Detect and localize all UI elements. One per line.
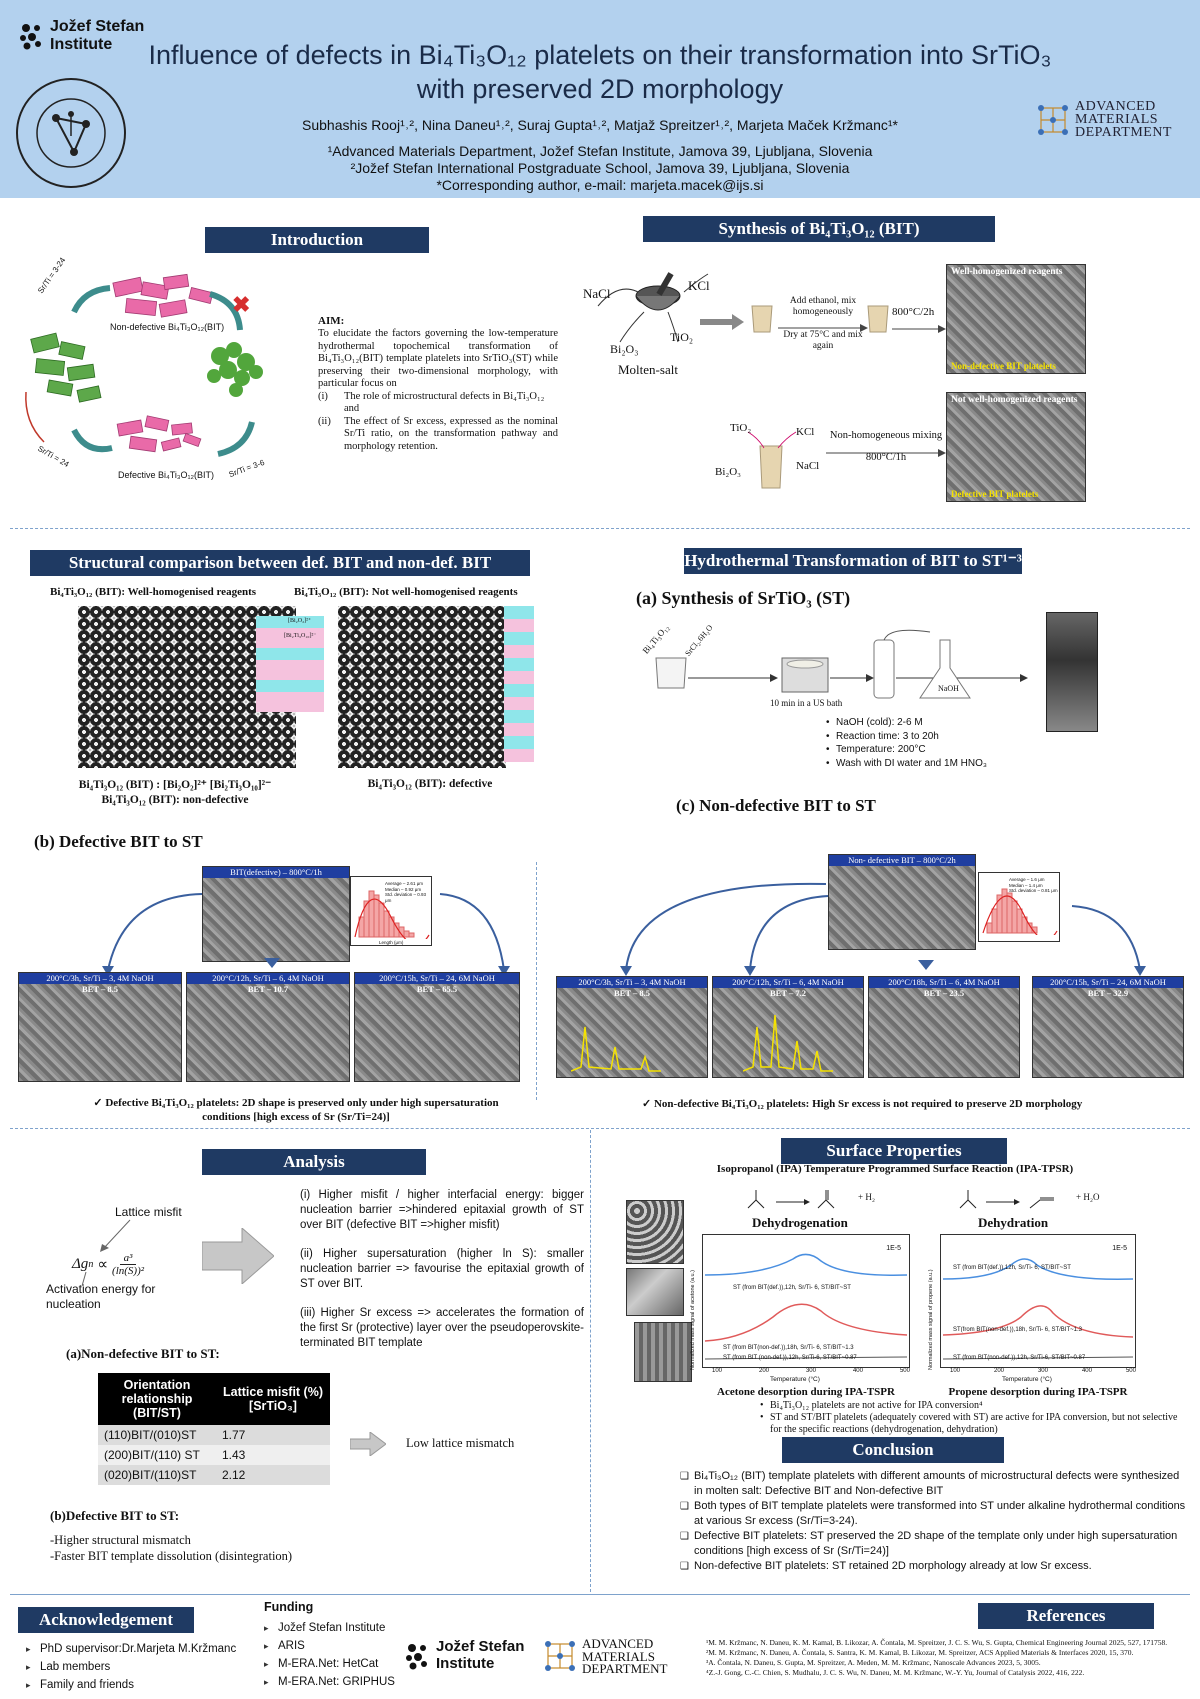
conclusion-item: ❑ Bi₄Ti₃O₁₂ (BIT) template platelets with different amounts of microstructural defects were synthesized in molten salt: Defective BIT and Non-defective BIT xyxy=(680,1469,1186,1499)
conclusion-item: ❑ Defective BIT platelets: ST preserved the 2D shape of the template only under high supersaturation conditions [high excess of Sr (Sr/Ti=24)] xyxy=(680,1529,1186,1559)
panel-condition: 200°C/15h, Sr/Ti – 24, 6M NaOH xyxy=(355,973,519,984)
process-arrow xyxy=(700,314,744,330)
amd-cube-icon xyxy=(1035,102,1071,138)
analysis-block-arrow xyxy=(202,1228,274,1284)
lattice-misfit-table xyxy=(98,1373,330,1485)
layer-bi2ti3o10 xyxy=(256,692,324,712)
trace-label: ST(from BIT(non-def.)),18h, Sr/Ti- 6, ST/BIT~1.3 xyxy=(953,1327,1082,1333)
author-list: Subhashis Rooj¹˒², Nina Daneu¹˒², Suraj Gupta¹˒², Matjaž Spreitzer¹˒², Marjeta Maček Kržmanc¹* xyxy=(302,117,898,133)
dehydration-product: + H₂O xyxy=(1076,1192,1100,1202)
surface-bullet: • Bi₄Ti₃O₁₂ platelets are not active for IPA conversion⁴ xyxy=(760,1400,983,1411)
formula-proportional: ∝ xyxy=(97,1257,109,1273)
acknowledgement-item: ▸ PhD supervisor:Dr.Marjeta M.Kržmanc xyxy=(26,1640,236,1658)
affiliation-2: ²Jožef Stefan International Postgraduate School, Jamova 39, Ljubljana, Slovenia xyxy=(350,160,850,176)
eds-spectrum-overlay xyxy=(743,1007,833,1073)
acetone-caption: Acetone desorption during IPA-TSPR xyxy=(717,1386,895,1398)
reagent-bi2o3: Bi₂O₃ xyxy=(610,342,639,356)
column-divider xyxy=(590,1130,591,1592)
amd-footer-logo-text: ADVANCED MATERIALS DEPARTMENT xyxy=(582,1636,668,1676)
layer-bi2ti3o10 xyxy=(256,660,324,680)
affiliations xyxy=(140,143,1060,194)
analysis-point: (ii) Higher supersaturation (higher ln S): smaller nucleation barrier => favourise the epitaxial growth of ST over BIT. xyxy=(300,1248,584,1290)
non-defective-to-st-subheading: (c) Non-defective BIT to ST xyxy=(676,796,876,815)
eds-spectrum-overlay xyxy=(571,1017,661,1073)
autoclave-photo xyxy=(1046,612,1098,732)
beaker-icon xyxy=(750,304,774,334)
conclusion-heading: Conclusion xyxy=(782,1437,1004,1463)
jsi-logo xyxy=(18,18,148,58)
panel-bet: BET – 10.7 xyxy=(247,984,289,994)
section-divider xyxy=(10,528,1190,529)
trace-label: ST (from BIT (non-def.)),12h, Sr/Ti-6, ST/BIT~0.87 xyxy=(723,1355,857,1361)
section-divider xyxy=(10,1128,1190,1129)
poster-title xyxy=(140,38,1060,106)
svg-text:✖: ✖ xyxy=(232,292,251,317)
jsi-footer-logo xyxy=(404,1638,534,1678)
aim-item-text: The role of microstructural defects in Bi₄Ti₃O₁₂ and xyxy=(344,390,545,414)
panel-condition: 200°C/12h, Sr/Ti – 6, 4M NaOH xyxy=(713,977,863,988)
propene-ylabel: Normalized mass signal of propene (a.u.) xyxy=(928,1269,934,1370)
defective-stem-image xyxy=(338,606,506,768)
jsi-dots-icon xyxy=(18,22,46,50)
condition-item: • Reaction time: 3 to 20h xyxy=(826,730,939,742)
arrow-right-icon xyxy=(892,325,946,333)
surface-properties-heading: Surface Properties xyxy=(781,1138,1007,1164)
srti-3-6-label: Sr/Ti = 3-6 xyxy=(227,457,266,480)
defective-analysis-items: -Higher structural mismatch -Faster BIT template dissolution (disintegration) xyxy=(50,1533,293,1563)
formula-numerator: a³ xyxy=(120,1252,137,1265)
acknowledgement-item: ▸ Family and friends xyxy=(26,1676,236,1694)
panel-bet: BET – 8.5 xyxy=(82,984,118,994)
references-list xyxy=(706,1638,1192,1678)
well-homogenised-caption: Bi₄Ti₃O₁₂ (BIT): Well-homogenised reagents xyxy=(50,586,257,598)
trace-label: ST (from BIT(non-def.)),18h, Sr/Ti- 6, ST/BIT~1.3 xyxy=(723,1345,854,1351)
jsi-logo-text: Jožef Stefan Institute xyxy=(50,18,145,53)
layer-bi2o2 xyxy=(256,648,324,660)
defective-st-panel-1 xyxy=(18,972,182,1082)
arrow-right-icon xyxy=(700,314,744,330)
introduction-heading: Introduction xyxy=(205,227,429,253)
acetone-ylabel: Normalized mass signal of acetone (a.u.) xyxy=(690,1270,696,1370)
histogram-xlabel: Length (μm) xyxy=(379,940,404,945)
surface-bullet: • ST and ST/BIT platelets (adequately covered with ST) are active for IPA conversion, but not selective for the specific reactions (dehydrogenation, dehydration) xyxy=(760,1412,1178,1435)
non-homogeneous-scheme xyxy=(700,418,840,494)
reagent-nacl-2: NaCl xyxy=(796,460,820,472)
non-defective-bit-sem xyxy=(946,264,1086,374)
references-heading: References xyxy=(978,1603,1154,1629)
dehydrogenation-reaction-scheme xyxy=(740,1178,860,1218)
corresponding-author: *Corresponding author, e-mail: marjeta.macek@ijs.si xyxy=(436,177,764,193)
aim-block xyxy=(318,315,558,453)
plot-scale: 1E-5 xyxy=(886,1245,901,1252)
defective-branch-arrows xyxy=(94,880,534,976)
conclusion-item: ❑ Both types of BIT template platelets were transformed into ST under alkaline hydrothermal conditions at various Sr excess (Sr/Ti=3-24). xyxy=(680,1499,1186,1529)
postgraduate-school-seal xyxy=(16,78,126,188)
us-bath-label: 10 min in a US bath xyxy=(770,698,843,708)
defective-bit-sem xyxy=(946,392,1086,502)
beaker-icon xyxy=(866,304,890,334)
acknowledgement-list xyxy=(26,1640,236,1694)
not-well-homogenised-caption: Bi₄Ti₃O₁₂ (BIT): Not well-homogenised reagents xyxy=(294,586,518,598)
panel-condition: 200°C/15h, Sr/Ti – 24, 6M NaOH xyxy=(1033,977,1183,988)
defective-analysis-subheading: (b)Defective BIT to ST: xyxy=(50,1508,180,1523)
table-row: (110)BIT/(010)ST 1.77 xyxy=(98,1425,330,1445)
structure-formula: Bi₄Ti₃O₁₂ (BIT) : [Bi₂O₂]²⁺ [Bi₂Ti₃O₁₀]²⁻ xyxy=(78,779,272,791)
table-row: (020)BIT/(110)ST 2.12 xyxy=(98,1465,330,1485)
molten-salt-label: Molten-salt xyxy=(618,362,678,377)
synthesis-st-subheading: (a) Synthesis of SrTiO₃ (ST) xyxy=(636,588,851,608)
aim-text: To elucidate the factors governing the low-temperature hydrothermal topochemical transformation of Bi₄Ti₃O₁₂(BIT) template platelets into SrTiO₃(ST) while preserving their two-dimensional morphology, with particular focus on xyxy=(318,328,558,389)
panel-condition: 200°C/3h, Sr/Ti – 3, 4M NaOH xyxy=(557,977,707,988)
layer-label-a: [Bi₂O₂]²⁺ xyxy=(288,618,312,624)
acknowledgement-item: ▸ Lab members xyxy=(26,1658,236,1676)
funding-item: ▸ ARIS xyxy=(264,1637,395,1655)
affiliation-1: ¹Advanced Materials Department, Jožef Stefan Institute, Jamova 39, Ljubljana, Slovenia xyxy=(327,143,873,159)
reaction-conditions xyxy=(826,716,987,770)
lattice-misfit-label: Lattice misfit xyxy=(115,1205,182,1219)
trace-label: ST (from BIT(non-def.)),12h, Sr/Ti-6, ST/BIT~0.87 xyxy=(953,1355,1086,1361)
acetone-xlabel: Temperature (°C) xyxy=(770,1376,820,1383)
title-line-1: Influence of defects in Bi₄Ti₃O₁₂ platelets on their transformation into SrTiO₃ xyxy=(148,40,1052,70)
dehydrogenation-title: Dehydrogenation xyxy=(752,1215,848,1230)
aim-item xyxy=(318,416,558,454)
table-row: (200)BIT/(110) ST 1.43 xyxy=(98,1445,330,1465)
defective-caption: Bi₄Ti₃O₁₂ (BIT): defective xyxy=(367,778,493,790)
dehydration-title: Dehydration xyxy=(978,1215,1049,1230)
seal-emblem-icon xyxy=(18,80,124,186)
non-homogeneous-arrow xyxy=(826,444,946,452)
non-defective-st-panel-2 xyxy=(712,976,864,1078)
panel-condition: 200°C/3h, Sr/Ti – 3, 4M NaOH xyxy=(19,973,181,984)
defective-st-panel-2 xyxy=(186,972,350,1082)
defective-layer-model xyxy=(504,606,534,768)
table-header: Lattice misfit (%) [SrTiO₃] xyxy=(216,1373,330,1425)
amd-logo-text: ADVANCED MATERIALS DEPARTMENT xyxy=(1075,99,1172,140)
mix-step: Add ethanol, mix homogeneously xyxy=(789,296,857,317)
st-sem-thumb-2 xyxy=(626,1268,684,1316)
panel-bet: BET – 23.5 xyxy=(923,988,965,998)
mix-arrow xyxy=(778,319,868,325)
synthesis-heading: Synthesis of Bi₄Ti₃O₁₂ (BIT) xyxy=(643,216,995,242)
funding-item: ▸ Jožef Stefan Institute xyxy=(264,1619,395,1637)
ipa-tpsr-subtitle: Isopropanol (IPA) Temperature Programmed Surface Reaction (IPA-TPSR) xyxy=(716,1163,1074,1175)
condition-item: • Wash with DI water and 1M HNO₃ xyxy=(826,757,987,769)
funding-item: ▸ M-ERA.Net: GRIPHUS xyxy=(264,1673,395,1691)
formula-fraction xyxy=(112,1252,144,1277)
srti-24-label: Sr/Ti = 24 xyxy=(36,443,71,470)
dry-step: Dry at 75°C and mix again xyxy=(783,330,863,351)
aim-item-num: (ii) xyxy=(318,415,331,427)
hydrothermal-heading: Hydrothermal Transformation of BIT to ST¹⁻³ xyxy=(684,548,1022,574)
funding-list xyxy=(264,1619,395,1691)
not-well-homogenized-label: Not well-homogenized reagents xyxy=(951,395,1078,405)
non-defective-layer-model xyxy=(256,616,324,716)
reagent-srcl2: SrCl₂.6H₂O xyxy=(683,623,715,658)
propene-xlabel: Temperature (°C) xyxy=(1002,1376,1052,1383)
low-lattice-mismatch-label: Low lattice mismatch xyxy=(406,1436,515,1450)
defective-conclusion: ✓ Defective Bi₄Ti₃O₁₂ platelets: 2D shape is preserved only under high supersaturation conditions [high excess of Sr (Sr/Ti=24)] xyxy=(93,1097,499,1123)
reagent-bit: Bi₄Ti₃O₁₂ xyxy=(640,622,671,656)
trace-label: ST (from BIT(def.)),12h, Sr/Ti- 6, ST/BIT~ST xyxy=(953,1265,1071,1271)
check-icon: ✓ xyxy=(93,1097,106,1109)
panel-bet: BET – 32.9 xyxy=(1087,988,1129,998)
temp-800-2h: 800°C/2h xyxy=(892,306,935,318)
propene-xticks: 100 200 300 400 500 xyxy=(950,1368,1136,1374)
jsi-footer-logo-text: Jožef Stefan Institute xyxy=(436,1638,525,1672)
non-defective-caption xyxy=(40,778,310,808)
propene-curves xyxy=(941,1235,1135,1367)
aim-title: AIM: xyxy=(318,315,345,327)
hydrothermal-scheme xyxy=(620,622,1040,718)
panel-bet: BET – 7.2 xyxy=(770,988,806,998)
layer-label-b: [Bi₂Ti₃O₁₀]²⁻ xyxy=(284,633,317,639)
reference-item: ³A. Čontala, N. Daneu, S. Gupta, M. Spreitzer, A. Meden, M. M. Kržmanc, Nanoscale Advances 2023, 5, 3005. xyxy=(706,1658,1041,1667)
structural-heading: Structural comparison between def. BIT and non-def. BIT xyxy=(30,550,530,576)
non-defective-platelets-label: Non-defective BIT platelets xyxy=(951,361,1056,371)
well-homogenized-label: Well-homogenized reagents xyxy=(951,267,1063,277)
panel-condition: 200°C/12h, Sr/Ti – 6, 4M NaOH xyxy=(187,973,349,984)
defective-st-panel-3 xyxy=(354,972,520,1082)
naoh-label: NaOH xyxy=(938,684,959,693)
reagent-kcl: KCl xyxy=(688,278,710,293)
analysis-heading: Analysis xyxy=(202,1149,426,1175)
non-defective-top-label: Non- defective BIT – 800°C/2h xyxy=(829,855,975,866)
propene-caption: Propene desorption during IPA-TSPR xyxy=(948,1386,1128,1398)
reagent-tio2-2: TiO₂ xyxy=(730,422,752,434)
reference-item: ²M. M. Kržmanc, N. Daneu, A. Čontala, S. Santra, K. M. Kamal, B. Likozar, M. Spreitzer, ACS Applied Materials & Interfaces 2020, 15, 370. xyxy=(706,1648,1134,1657)
amd-cube-icon xyxy=(542,1638,578,1674)
condition-item: • NaOH (cold): 2-6 M xyxy=(826,717,923,728)
temp-800-1h: 800°C/1h xyxy=(865,452,907,463)
defective-bit-top-label: BIT(defective) – 800°C/1h xyxy=(203,867,349,878)
funding-heading: Funding xyxy=(264,1600,314,1614)
condition-item: • Temperature: 200°C xyxy=(826,744,926,755)
aim-item-num: (i) xyxy=(318,390,328,402)
reagent-nacl: NaCl xyxy=(583,286,611,301)
surface-bullets xyxy=(760,1400,1180,1436)
reference-item: ⁴Z.-J. Gong, C.-C. Chien, S. Mudhalu, J. C. S. Wu, N. Daneu, M. M. Kržmanc, W.-Y. Yu, Journal of Catalysis 2022, 416, 222. xyxy=(706,1668,1085,1677)
st-sem-thumb-1 xyxy=(626,1200,684,1264)
reference-item: ¹M. M. Kržmanc, N. Daneu, K. M. Kamal, B. Likozar, A. Čontala, M. Spreitzer, J. C. S. Wu, S. Gupta, Chemical Engineering Journal 2025, 527, 171758. xyxy=(706,1638,1168,1647)
dehydration-reaction-scheme xyxy=(954,1178,1084,1218)
introduction-scheme xyxy=(14,255,294,492)
aim-item-text: The effect of Sr excess, expressed as the nominal Sr/Ti ratio, on the transformation pathway and morphology retention. xyxy=(344,415,558,452)
reagent-bi2o3-2: Bi₂O₃ xyxy=(715,466,742,478)
defective-platelets-label: Defective BIT platelets xyxy=(951,489,1039,499)
non-defective-bit-label: Non-defective Bi₄Ti₃O₁₂(BIT) xyxy=(110,322,225,332)
panel-condition: 200°C/18h, Sr/Ti – 6, 4M NaOH xyxy=(869,977,1019,988)
amd-logo xyxy=(1035,100,1185,142)
analysis-point: (iii) Higher Sr excess => accelerates the formation of the first Sr (protective) layer over the pseudoperovskite-terminated BIT template xyxy=(300,1307,584,1349)
acetone-desorption-plot xyxy=(702,1234,910,1368)
panel-bet: BET – 65.5 xyxy=(416,984,458,994)
reagent-tio2: TiO₂ xyxy=(670,330,694,344)
check-icon: ✓ xyxy=(642,1098,654,1110)
non-homogeneous-step: Non-homogeneous mixing xyxy=(829,430,943,441)
aim-item xyxy=(318,391,558,416)
amd-footer-logo xyxy=(542,1636,682,1680)
formula-subscript: n xyxy=(88,1259,94,1270)
st-sem-thumb-3 xyxy=(634,1322,692,1382)
formula-delta-g: Δg xyxy=(72,1256,89,1272)
conclusion-item: ❑ Non-defective BIT platelets: ST retained 2D morphology already at low Sr excess. xyxy=(680,1559,1186,1574)
reagent-kcl-2: KCl xyxy=(796,426,815,438)
footer-divider xyxy=(10,1594,1190,1595)
non-defective-st-panel-1 xyxy=(556,976,708,1078)
non-defective-analysis-subheading: (a)Non-defective BIT to ST: xyxy=(66,1346,220,1361)
activation-energy-label: Activation energy for nucleation xyxy=(46,1282,156,1311)
histogram-stats: Average – 2.61 μm Median – 0.92 μm Std. deviation – 0.93 μm xyxy=(385,881,427,903)
plot-scale: 1E-5 xyxy=(1112,1245,1127,1252)
low-mismatch-arrow xyxy=(350,1432,386,1456)
title-line-2: with preserved 2D morphology xyxy=(416,74,784,104)
acknowledgement-heading: Acknowledgement xyxy=(18,1607,194,1633)
non-defective-conclusion: ✓ Non-defective Bi₄Ti₃O₁₂ platelets: High Sr excess is not required to preserve 2D morphology xyxy=(642,1098,1083,1110)
funding-item: ▸ M-ERA.Net: HetCat xyxy=(264,1655,395,1673)
misfit-pointer-arrow xyxy=(94,1218,134,1256)
panel-bet: BET – 8.5 xyxy=(614,988,650,998)
beaker-icon xyxy=(700,418,840,494)
column-divider xyxy=(536,862,537,1100)
layer-bi2o2 xyxy=(256,680,324,692)
formula-denominator: (ln(S))² xyxy=(112,1265,145,1277)
non-defective-branch-arrows xyxy=(556,870,1186,980)
table-header: Orientation relationship (BIT/ST) xyxy=(98,1373,216,1425)
trace-label: ST (from BIT(def.)),12h, Sr/Ti- 6, ST/BIT~ST xyxy=(733,1285,851,1291)
non-defective-label: Bi₄Ti₃O₁₂ (BIT): non-defective xyxy=(101,794,249,806)
acetone-xticks: 100 200 300 400 500 xyxy=(712,1368,910,1374)
propene-desorption-plot xyxy=(940,1234,1136,1368)
defective-bit-label: Defective Bi₄Ti₃O₁₂(BIT) xyxy=(118,470,215,480)
histogram-stats: Average – 1.6 μm Median – 1.4 μm Std. deviation – 0.81 μm xyxy=(1009,877,1058,893)
aim-items xyxy=(318,391,558,454)
analysis-point: (i) Higher misfit / higher interfacial energy: bigger nucleation barrier =>hindered epitaxial growth of ST over BIT (defective BIT =>higher misfit) xyxy=(300,1189,584,1231)
analysis-points xyxy=(300,1188,584,1351)
dehydrogenation-product: + H₂ xyxy=(858,1192,875,1202)
conclusion-list xyxy=(680,1469,1186,1574)
temp-arrow xyxy=(892,320,946,328)
srti-3-24-label: Sr/Ti = 3-24 xyxy=(36,255,68,296)
non-defective-st-panel-3 xyxy=(868,976,1020,1078)
non-defective-st-panel-4 xyxy=(1032,976,1184,1078)
defective-to-st-heading: (b) Defective BIT to ST xyxy=(34,832,203,851)
jsi-dots-icon xyxy=(404,1642,432,1670)
